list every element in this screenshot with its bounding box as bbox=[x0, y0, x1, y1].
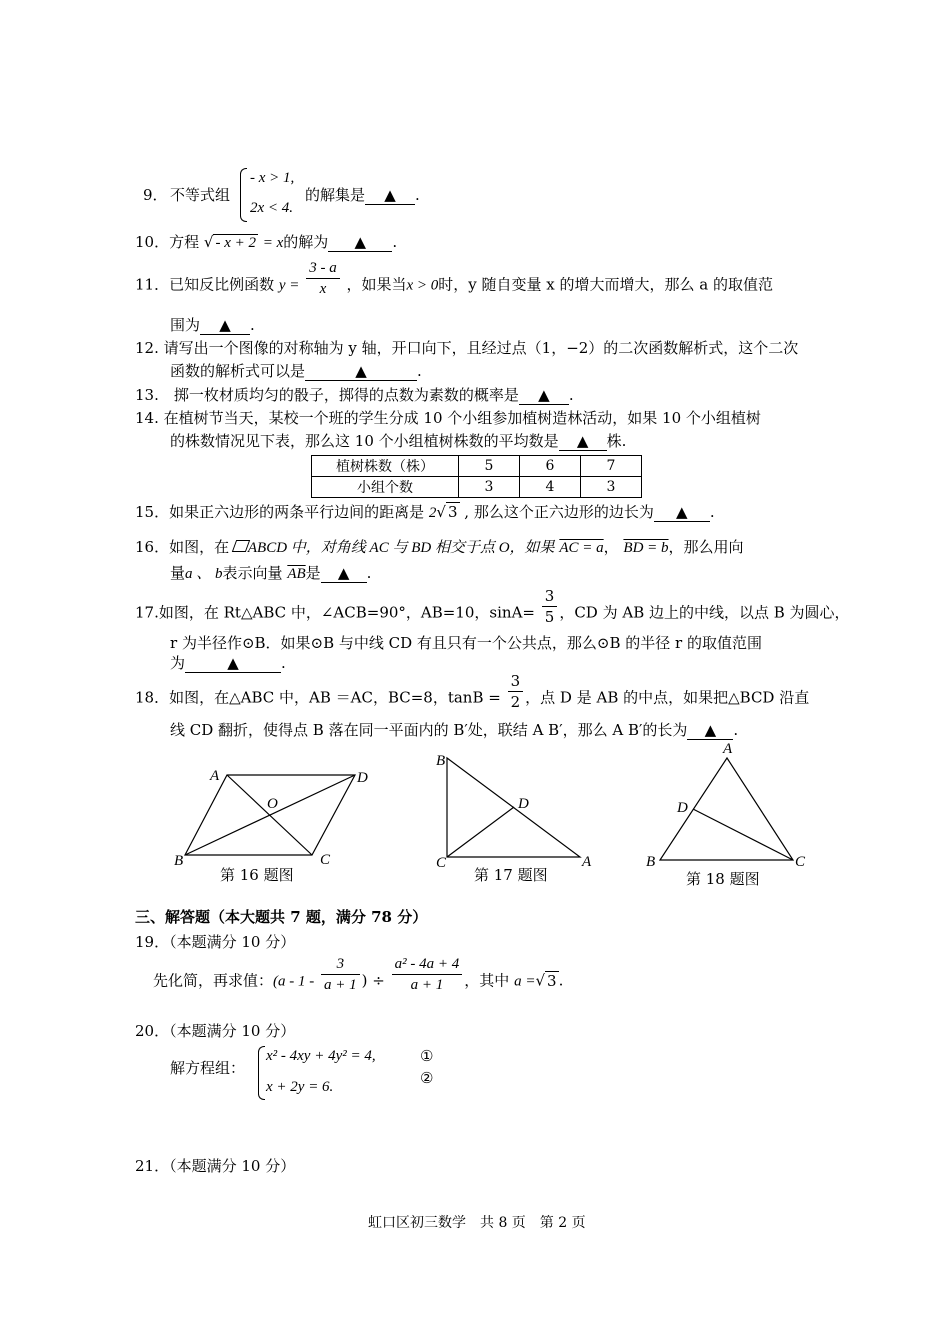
fraction: $\frac{3}{2}$ bbox=[508, 671, 524, 712]
problem-12-line1: 12. 请写出一个图像的对称轴为 y 轴，开口向下，且经过点（1，−2）的二次函数解析式，这个二次 bbox=[135, 339, 799, 357]
problem-9-text: 不等式组 bbox=[170, 186, 231, 204]
problem-19-header: 19．（本题满分 10 分） bbox=[135, 933, 296, 951]
label-a: A bbox=[210, 768, 220, 784]
answer-blank[interactable]: ▲ bbox=[365, 186, 415, 205]
inequality-2: 2x < 4. bbox=[250, 200, 294, 216]
answer-blank[interactable]: ▲ bbox=[328, 233, 392, 252]
median-cd bbox=[447, 807, 514, 857]
label-o: O bbox=[267, 796, 278, 812]
equation-mark-2: ② bbox=[420, 1069, 434, 1087]
problem-11-line1: 11．已知反比例函数 y = $\frac{3 - a}{x}$ ，如果当x > 0时，y 随自变量 x 的增大而增大，那么 a 的取值范 bbox=[135, 260, 774, 297]
problem-13: 13. 掷一枚材质均匀的骰子，掷得的点数为素数的概率是 ▲ . bbox=[135, 386, 574, 404]
problem-12-line2: 函数的解析式可以是 ▲ . bbox=[170, 362, 422, 380]
system-brace bbox=[258, 1046, 265, 1100]
fraction: $\frac{3}{5}$ bbox=[542, 586, 558, 627]
label-d: D bbox=[357, 770, 368, 786]
equation-mark-1: ① bbox=[420, 1047, 434, 1065]
problem-17-line3: 为 ▲ . bbox=[170, 654, 286, 672]
answer-blank[interactable]: ▲ bbox=[519, 386, 569, 405]
answer-blank[interactable]: ▲ bbox=[185, 654, 281, 673]
table-row: 植树株数（株） 5 6 7 bbox=[312, 456, 642, 477]
problem-15: 15．如果正六边形的两条平行边间的距离是 2√ 3 , 那么这个正六边形的边长为 ▲ . bbox=[135, 503, 715, 521]
problem-14-line2: 的株数情况见下表，那么这 10 个小组植树株数的平均数是 ▲ 株. bbox=[170, 432, 627, 450]
fraction: $\frac{3 - a}{x}$ bbox=[306, 258, 340, 299]
tree-count-table bbox=[311, 455, 642, 498]
figure-18-caption: 第 18 题图 bbox=[686, 870, 760, 888]
equation-2: x + 2y = 6. bbox=[266, 1079, 334, 1095]
fraction: $\frac{3}{a + 1}$ bbox=[321, 954, 360, 995]
diagonal-bd bbox=[185, 775, 355, 855]
problem-17-line2: r 为半径作⊙B．如果⊙B 与中线 CD 有且只有一个公共点，那么⊙B 的半径 r 的取值范围 bbox=[170, 634, 762, 652]
label-d: D bbox=[518, 796, 529, 812]
fraction: $\frac{\text{a² - 4a + 4}}{a + 1}$ bbox=[392, 954, 463, 995]
sqrt-symbol: √ bbox=[203, 233, 214, 251]
label-d: D bbox=[677, 800, 688, 816]
problem-18-line1: 18．如图，在△ABC 中，AB ＝AC，BC=8，tanB = $\frac{3}{2}$ ，点 D 是 AB 的中点，如果把△BCD 沿直 bbox=[135, 672, 810, 711]
label-c: C bbox=[436, 855, 447, 870]
table-row: 小组个数 3 4 3 bbox=[312, 477, 642, 498]
answer-blank[interactable]: ▲ bbox=[305, 362, 417, 381]
problem-16-line1: 16．如图，在 ABCD 中，对角线 AC 与 BD 相交于点 O，如果 AC = a， BD = b，那么用向 bbox=[135, 538, 744, 556]
problem-18-line2: 线 CD 翻折，使得点 B 落在同一平面内的 B′处，联结 A B′，那么 A B′的长为 ▲ . bbox=[170, 721, 739, 739]
problem-19-expression: 先化简，再求值：(a - 1 - $\frac{3}{a + 1}$ ) ÷ $\frac{\text{a² - 4a + 4}}{a + 1}$ ，其中 a =√ 3 . bbox=[153, 956, 564, 993]
problem-21-header: 21．（本题满分 10 分） bbox=[135, 1157, 296, 1175]
problem-16-line2: 量a 、 b表示向量 $\overline{AB}$是 ▲ . bbox=[170, 564, 372, 582]
segment-cd bbox=[693, 809, 793, 860]
label-c: C bbox=[795, 854, 806, 870]
problem-9-number: 9． bbox=[143, 186, 168, 204]
figure-16 bbox=[160, 760, 380, 870]
label-b: B bbox=[646, 854, 656, 870]
answer-blank[interactable]: ▲ bbox=[200, 316, 250, 335]
problem-14-line1: 14. 在植树节当天，某校一个班的学生分成 10 个小组参加植树造林活动，如果 10 个小组植树 bbox=[135, 409, 761, 427]
label-a: A bbox=[723, 741, 733, 757]
section-heading: 三、解答题（本大题共 7 题，满分 78 分） bbox=[135, 908, 428, 926]
label-b: B bbox=[174, 853, 184, 869]
radicand: - x + 2 bbox=[215, 235, 256, 251]
equation-1: x² - 4xy + 4y² = 4, bbox=[266, 1048, 376, 1064]
label-a: A bbox=[582, 854, 592, 870]
label-b: B bbox=[436, 753, 446, 769]
problem-10: 10．方程 √ - x + 2 = x的解为 ▲ . bbox=[135, 233, 398, 251]
label-c: C bbox=[320, 852, 331, 868]
problem-17-line1: 17.如图，在 Rt△ABC 中，∠ACB=90°，AB=10，sinA= $\frac{3}{5}$ ，CD 为 AB 边上的中线，以点 B 为圆心， bbox=[135, 587, 850, 626]
answer-blank[interactable]: ▲ bbox=[654, 503, 710, 522]
problem-20-header: 20．（本题满分 10 分） bbox=[135, 1022, 296, 1040]
figure-16-caption: 第 16 题图 bbox=[220, 866, 294, 884]
answer-blank[interactable]: ▲ bbox=[559, 432, 607, 451]
figure-18 bbox=[640, 738, 820, 870]
inequality-1: - x > 1, bbox=[250, 170, 295, 186]
system-brace bbox=[240, 168, 247, 222]
problem-11-line2: 围为 ▲ . bbox=[170, 316, 255, 334]
figure-17-caption: 第 17 题图 bbox=[474, 866, 548, 884]
answer-blank[interactable]: ▲ bbox=[687, 721, 733, 740]
problem-9-post: 的解集是 ▲ . bbox=[305, 186, 420, 204]
problem-20-label: 解方程组： bbox=[170, 1059, 246, 1077]
page-footer: 虹口区初三数学 共 8 页 第 2 页 bbox=[368, 1215, 586, 1231]
figure-17 bbox=[430, 750, 600, 870]
answer-blank[interactable]: ▲ bbox=[321, 564, 367, 583]
